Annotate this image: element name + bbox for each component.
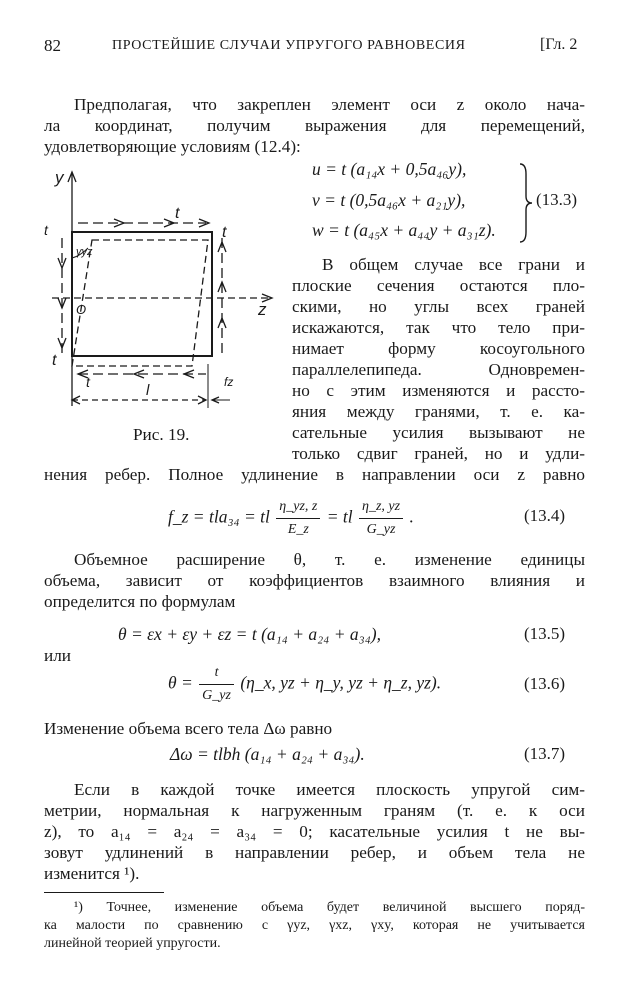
footnote-line-2: ка малости по сравнению с γyz, γxz, γxy, которая не учитывается: [44, 918, 585, 933]
fig-label-fz: fz: [224, 375, 234, 389]
side-text-line-5: нимает форму косоугольного: [292, 339, 585, 358]
eq-13-4-number: (13.4): [524, 506, 566, 525]
eq-13-3-w: w = t (a₄₅x + a₄₄y + a₃₁z).: [312, 220, 496, 240]
fig-label-t-left-bottom: t: [52, 352, 57, 369]
eq-13-5: θ = εx + εy + εz = t (a₁₄ + a₂₄ + a₃₄),: [118, 624, 382, 644]
eq-13-5-number: (13.5): [524, 624, 566, 643]
running-title: ПРОСТЕЙШИЕ СЛУЧАИ УПРУГОГО РАВНОВЕСИЯ: [112, 38, 466, 53]
original-rectangle: [72, 232, 212, 356]
figure-caption: Рис. 19.: [133, 425, 190, 444]
fig-label-l: l: [146, 382, 150, 399]
line-after-figure: нения ребер. Полное удлинение в направлении оси z равно: [44, 465, 585, 484]
change-text: Изменение объема всего тела Δω равно: [44, 719, 333, 738]
intro-line-1: Предполагая, что закреплен элемент оси z около нача-: [74, 95, 585, 114]
fig-label-gamma: γyz: [76, 246, 93, 258]
final-line-1: Если в каждой точке имеется плоскость упругой сим-: [74, 780, 585, 799]
eq-13-7-number: (13.7): [524, 744, 566, 763]
side-text-line-10: только сдвиг граней, но и удли-: [292, 444, 585, 463]
side-text-line-8: яния между гранями, т. е. ка-: [292, 402, 585, 421]
side-text-line-7: но с этим изменяются и рассто-: [292, 381, 585, 400]
brace-icon: [518, 162, 534, 244]
final-line-5: изменится ¹).: [44, 864, 140, 883]
eq-13-3-number: (13.3): [536, 190, 578, 209]
final-line-2: метрии, нормальная к нагруженным граням (т. е. к оси: [44, 801, 585, 820]
intro-line-2: ла координат, получим выражения для перемещений,: [44, 116, 585, 135]
intro-line-3: удовлетворяющие условиям (12.4):: [44, 137, 301, 156]
fig-label-z: z: [258, 300, 267, 319]
side-text-line-4: искажаются, так что тело при-: [292, 318, 585, 337]
footnote-line-1: ¹) Точнее, изменение объема будет величиной высшего поряд-: [74, 900, 585, 915]
side-text-line-3: скими, но углы всех граней: [292, 297, 585, 316]
volume-text-line-1: Объемное расширение θ, т. е. изменение единицы: [74, 550, 585, 569]
fig-label-y: y: [55, 168, 64, 187]
figure-19: [44, 168, 280, 412]
final-line-3: z), то a₁₄ = a₂₄ = a₃₄ = 0; касательные усилия t не вы-: [44, 822, 585, 841]
footnote-line-3: линейной теорией упругости.: [44, 936, 221, 951]
eq-13-7: Δω = tlbh (a₁₄ + a₂₄ + a₃₄).: [170, 744, 365, 764]
volume-text-line-2: объема, зависит от коэффициентов взаимного влияния и: [44, 571, 585, 590]
page-number: 82: [44, 36, 61, 55]
or-word: или: [44, 646, 71, 665]
fig-label-t-right: t: [222, 224, 227, 241]
side-text-line-1: В общем случае все грани и: [322, 255, 585, 274]
eq-13-6-number: (13.6): [524, 674, 566, 693]
fig-label-t-left-top: t: [44, 222, 48, 238]
eq-13-6: θ = $\frac{t}{G\_yz}$ (η_x, yz + η_y, yz + η_z, yz).: [168, 662, 441, 707]
eq-13-3-v: v = t (0,5a₄₆x + a₂₁y),: [312, 190, 466, 210]
footnote-rule: [44, 892, 164, 893]
volume-text-line-3: определится по формулам: [44, 592, 236, 611]
eq-13-4: f_z = tla₃₄ = tl $\frac{\eta\_yz, z}{E\_z}$ = tl $\frac{\eta\_z, yz}{G\_yz}$ .: [168, 496, 414, 541]
side-text-line-9: сательные усилия вызывают не: [292, 423, 585, 442]
fig-label-t-bottom: t: [86, 374, 90, 390]
side-text-line-6: параллелепипеда. Одновремен-: [292, 360, 585, 379]
fig-label-t-top: t: [175, 205, 180, 222]
side-text-line-2: плоские сечения остаются пло-: [292, 276, 585, 295]
final-line-4: зовут удлинений в направлении ребер, и объем тела не: [44, 843, 585, 862]
fig-label-o: O: [76, 302, 87, 317]
eq-13-3-u: u = t (a₁₄x + 0,5a₄₆y),: [312, 159, 467, 179]
chapter-ref: [Гл. 2: [540, 36, 578, 53]
deformed-parallelogram: [72, 240, 208, 366]
